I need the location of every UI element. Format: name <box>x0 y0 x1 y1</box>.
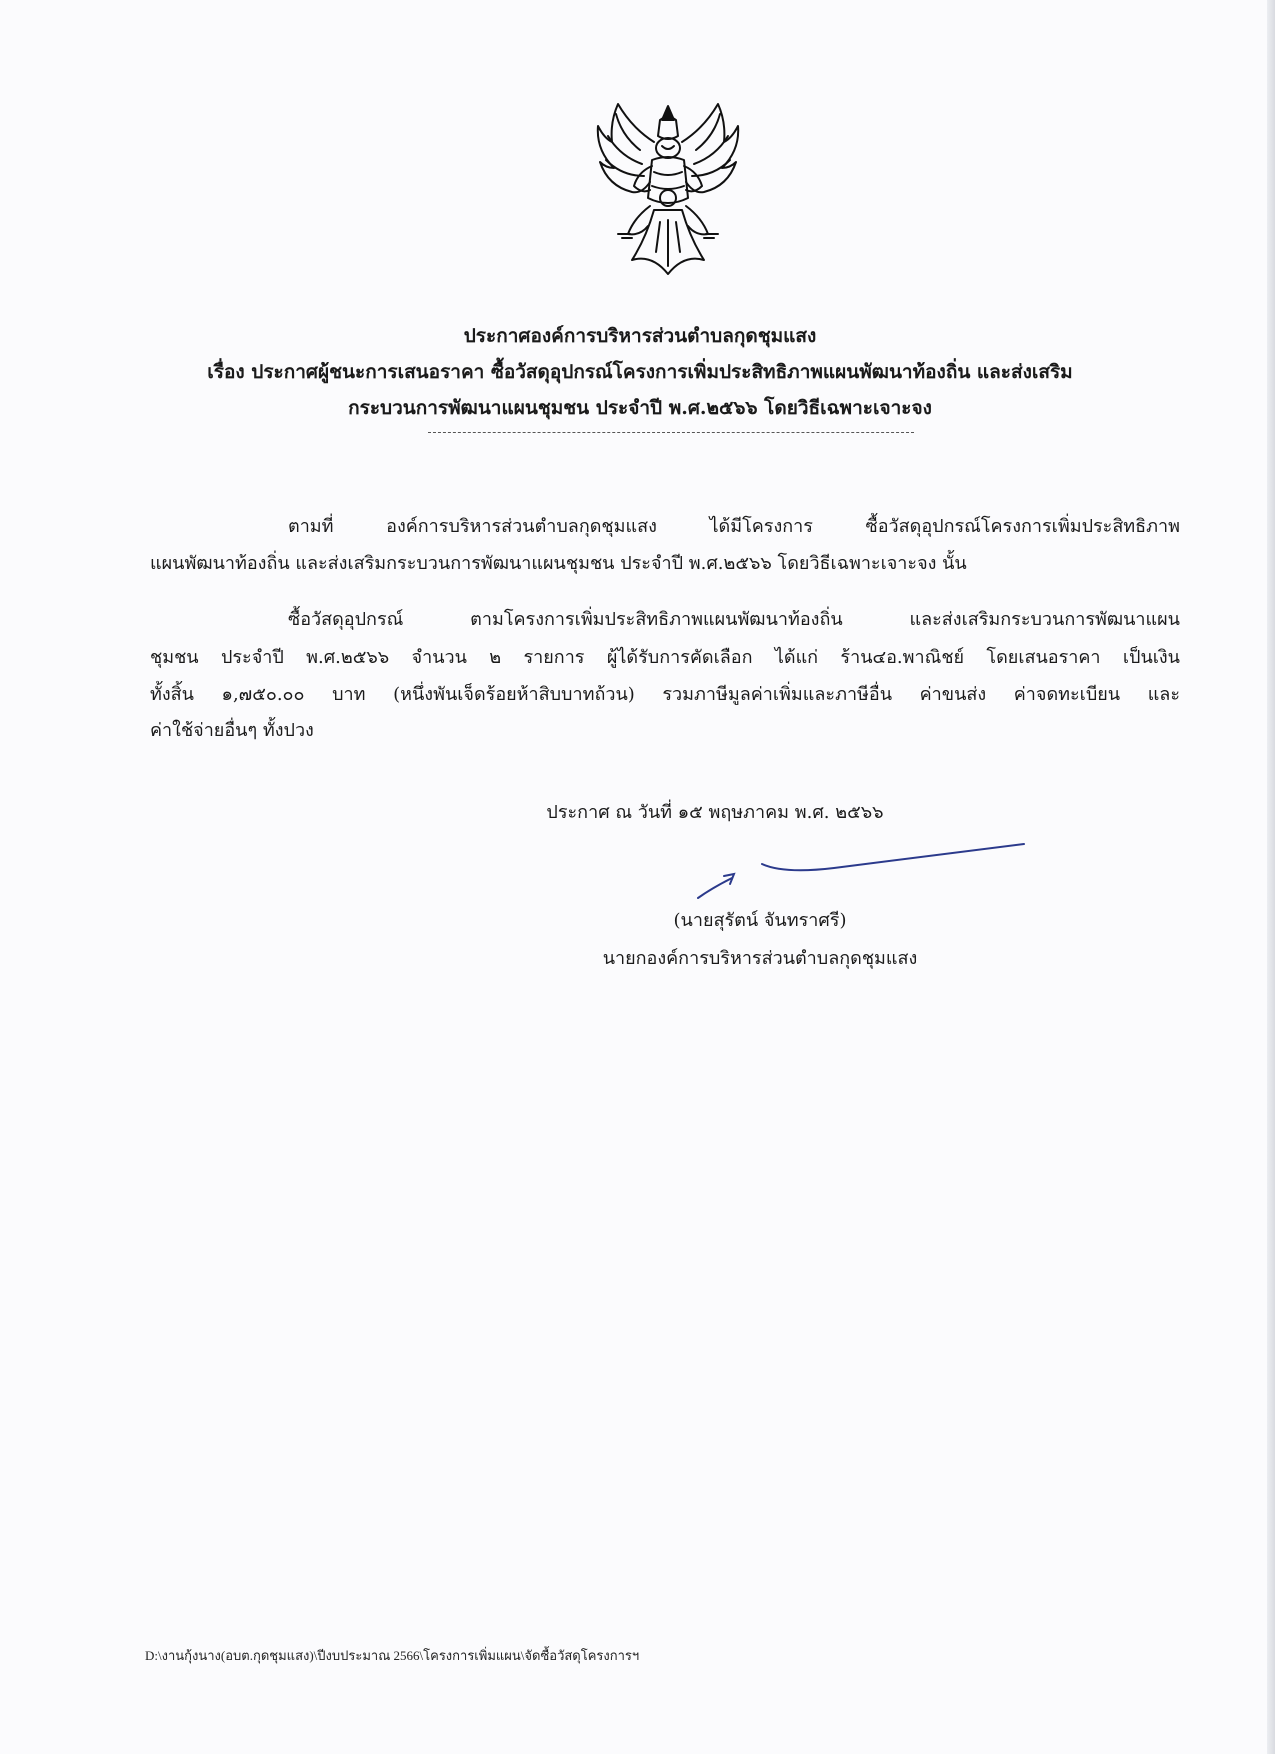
header-divider <box>428 432 914 433</box>
body-paragraph-1-line-2: แผนพัฒนาท้องถิ่น และส่งเสริมกระบวนการพัฒนาแผนชุมชน ประจำปี พ.ศ.๒๕๖๖ โดยวิธีเฉพาะเจาะจง นั้น <box>150 553 967 574</box>
file-path-footer: D:\งานกุ้งนาง(อบต.กุดชุมแสง)\ปีงบประมาณ 2566\โครงการเพิ่มแผน\จัดซื้อวัสดุโครงการฯ <box>145 1648 640 1663</box>
body-paragraph-2-line-3: ทั้งสิ้น ๑,๗๕๐.๐๐ บาท (หนึ่งพันเจ็ดร้อยห้าสิบบาทถ้วน) รวมภาษีมูลค่าเพิ่มและภาษีอื่น ค่าขนส่ง ค่าจดทะเบียน และ <box>150 684 1180 705</box>
subject-line-continued: กระบวนการพัฒนาแผนชุมชน ประจำปี พ.ศ.๒๕๖๖ โดยวิธีเฉพาะเจาะจง <box>348 397 932 419</box>
body-paragraph-2-line-1: ซื้อวัสดุอุปกรณ์ ตามโครงการเพิ่มประสิทธิภาพแผนพัฒนาท้องถิ่น และส่งเสริมกระบวนการพัฒนาแผน <box>288 609 1180 630</box>
signatory-name: (นายสุรัตน์ จันทราศรี) <box>673 910 847 931</box>
body-paragraph-1-line-1: ตามที่ องค์การบริหารส่วนตำบลกุดชุมแสง ได้มีโครงการ ซื้อวัสดุอุปกรณ์โครงการเพิ่มประสิทธิภาพ <box>288 516 1180 537</box>
body-paragraph-2-line-4: ค่าใช้จ่ายอื่นๆ ทั้งปวง <box>150 720 314 741</box>
subject-line: เรื่อง ประกาศผู้ชนะการเสนอราคา ซื้อวัสดุอุปกรณ์โครงการเพิ่มประสิทธิภาพแผนพัฒนาท้องถิ่น และส่งเสริม <box>207 361 1073 383</box>
page-edge-shadow <box>1267 0 1275 1754</box>
signatory-title: นายกองค์การบริหารส่วนตำบลกุดชุมแสง <box>602 948 918 969</box>
announcement-date: ประกาศ ณ วันที่ ๑๕ พฤษภาคม พ.ศ. ๒๕๖๖ <box>546 802 884 823</box>
body-paragraph-2-line-2: ชุมชน ประจำปี พ.ศ.๒๕๖๖ จำนวน ๒ รายการ ผู้ได้รับการคัดเลือก ได้แก่ ร้าน๔อ.พาณิชย์ โดยเสนอราคา เป็นเงิน <box>150 647 1180 668</box>
signature-icon <box>684 840 1034 910</box>
garuda-emblem-icon <box>588 102 748 282</box>
announcement-heading: ประกาศองค์การบริหารส่วนตำบลกุดชุมแสง <box>463 325 817 347</box>
